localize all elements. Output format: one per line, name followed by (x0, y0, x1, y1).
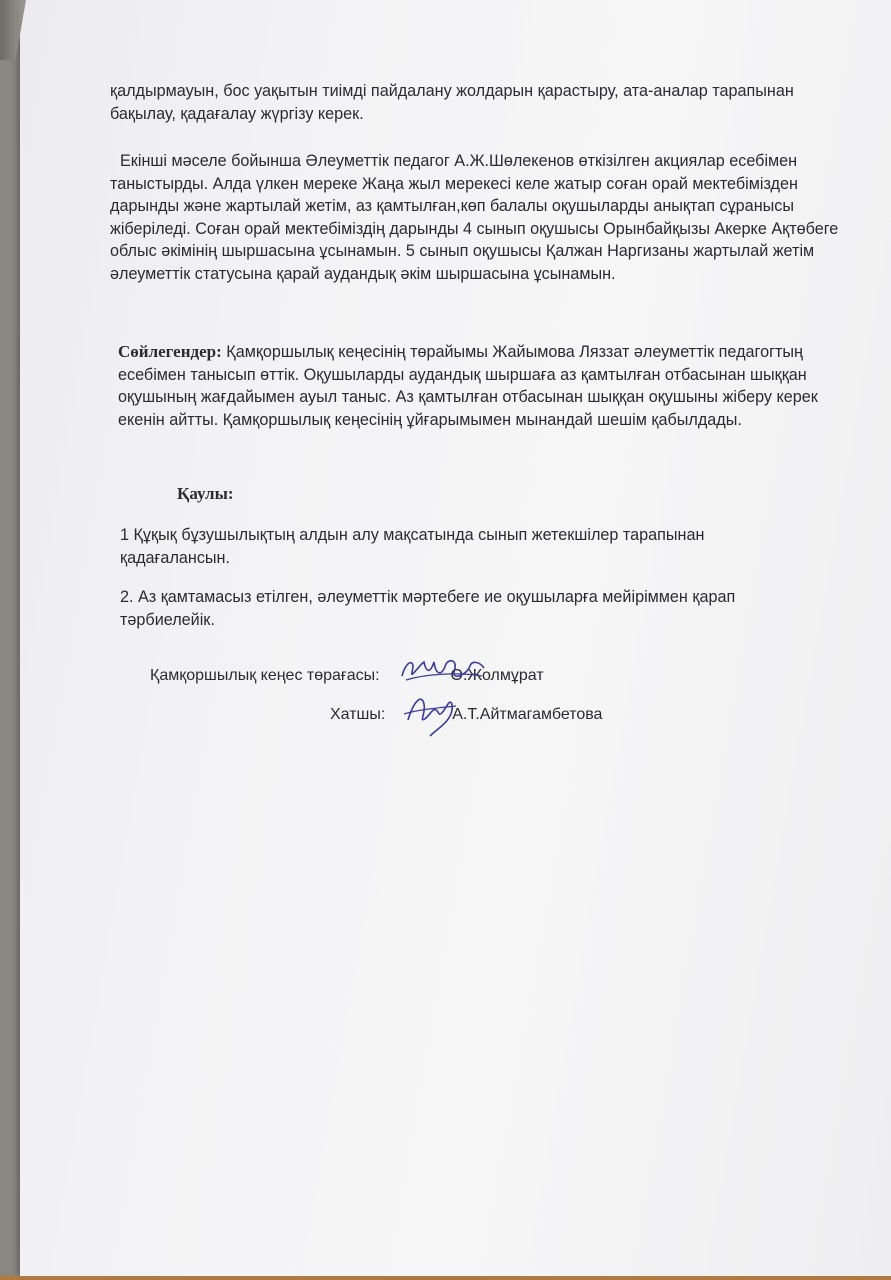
secretary-name: А.Т.Айтмагамбетова (452, 706, 603, 723)
chair-name: О.Жолмұрат (450, 667, 544, 684)
resolution-item-1: 1 Құқық бұзушылықтың алдын алу мақсатында сынып жетекшілер тарапынан қадағалансын. (120, 526, 705, 567)
secretary-signature-line (330, 706, 602, 724)
paragraph-second-issue: Екінші мәселе бойынша Әлеуметтік педагог А.Ж.Шөлекенов өткізілген акциялар есебімен таныстырды. Алда үлкен мереке Жаңа жыл мерекесі келе жатыр соған орай мектебімізден дарынды және жартылай жетім, аз қамтылған,көп балалы оқушыларды анықтап сұранысы жіберіледі. Соған орай мектебіміздің дарынды 4 сынып оқушысы Орынбайқызы Акерке Ақтөбеге облыс әкімінің шыршасына ұсынамын. 5 сынып оқушысы Қалжан Наргизаны жартылай жетім әлеуметтік статусына қарай аудандық әкім шыршасына ұсынамын. (110, 152, 839, 283)
secretary-title: Хатшы: (330, 706, 386, 723)
speakers-label: Сөйлегендер: (118, 342, 222, 361)
resolution-item-2: 2. Аз қамтамасыз етілген, әлеуметтік мәртебеге ие оқушыларға мейіріммен қарап тәрбиелейік. (120, 588, 736, 629)
resolution-heading: Қаулы: (177, 484, 234, 503)
paragraph-intro: қалдырмауын, бос уақытын тиімді пайдалану жолдарын қарастыру, ата-аналар тарапынан бақылау, қадағалау жүргізу керек. (110, 82, 794, 123)
speakers-text: Қамқоршылық кеңесінің төрайымы Жайымова Ляззат әлеуметтік педагогтың есебімен танысып өттік. Оқушыларды аудандық шыршаға аз қамтылған отбасынан шыққан оқушының жағдайымен ауыл таныс. Аз қамтылған отбасынан шыққан оқушыны жіберу керек екенін айтты. Қамқоршылық кеңесінің ұйғарымымен мынандай шешім қабылдады. (118, 343, 818, 429)
paragraph-speakers (118, 341, 848, 431)
secretary-handwritten-signature (400, 690, 460, 740)
chair-handwritten-signature (396, 650, 488, 690)
chair-title: Қамқоршылық кеңес төрағасы: (150, 667, 380, 684)
desk-edge (0, 1276, 891, 1280)
